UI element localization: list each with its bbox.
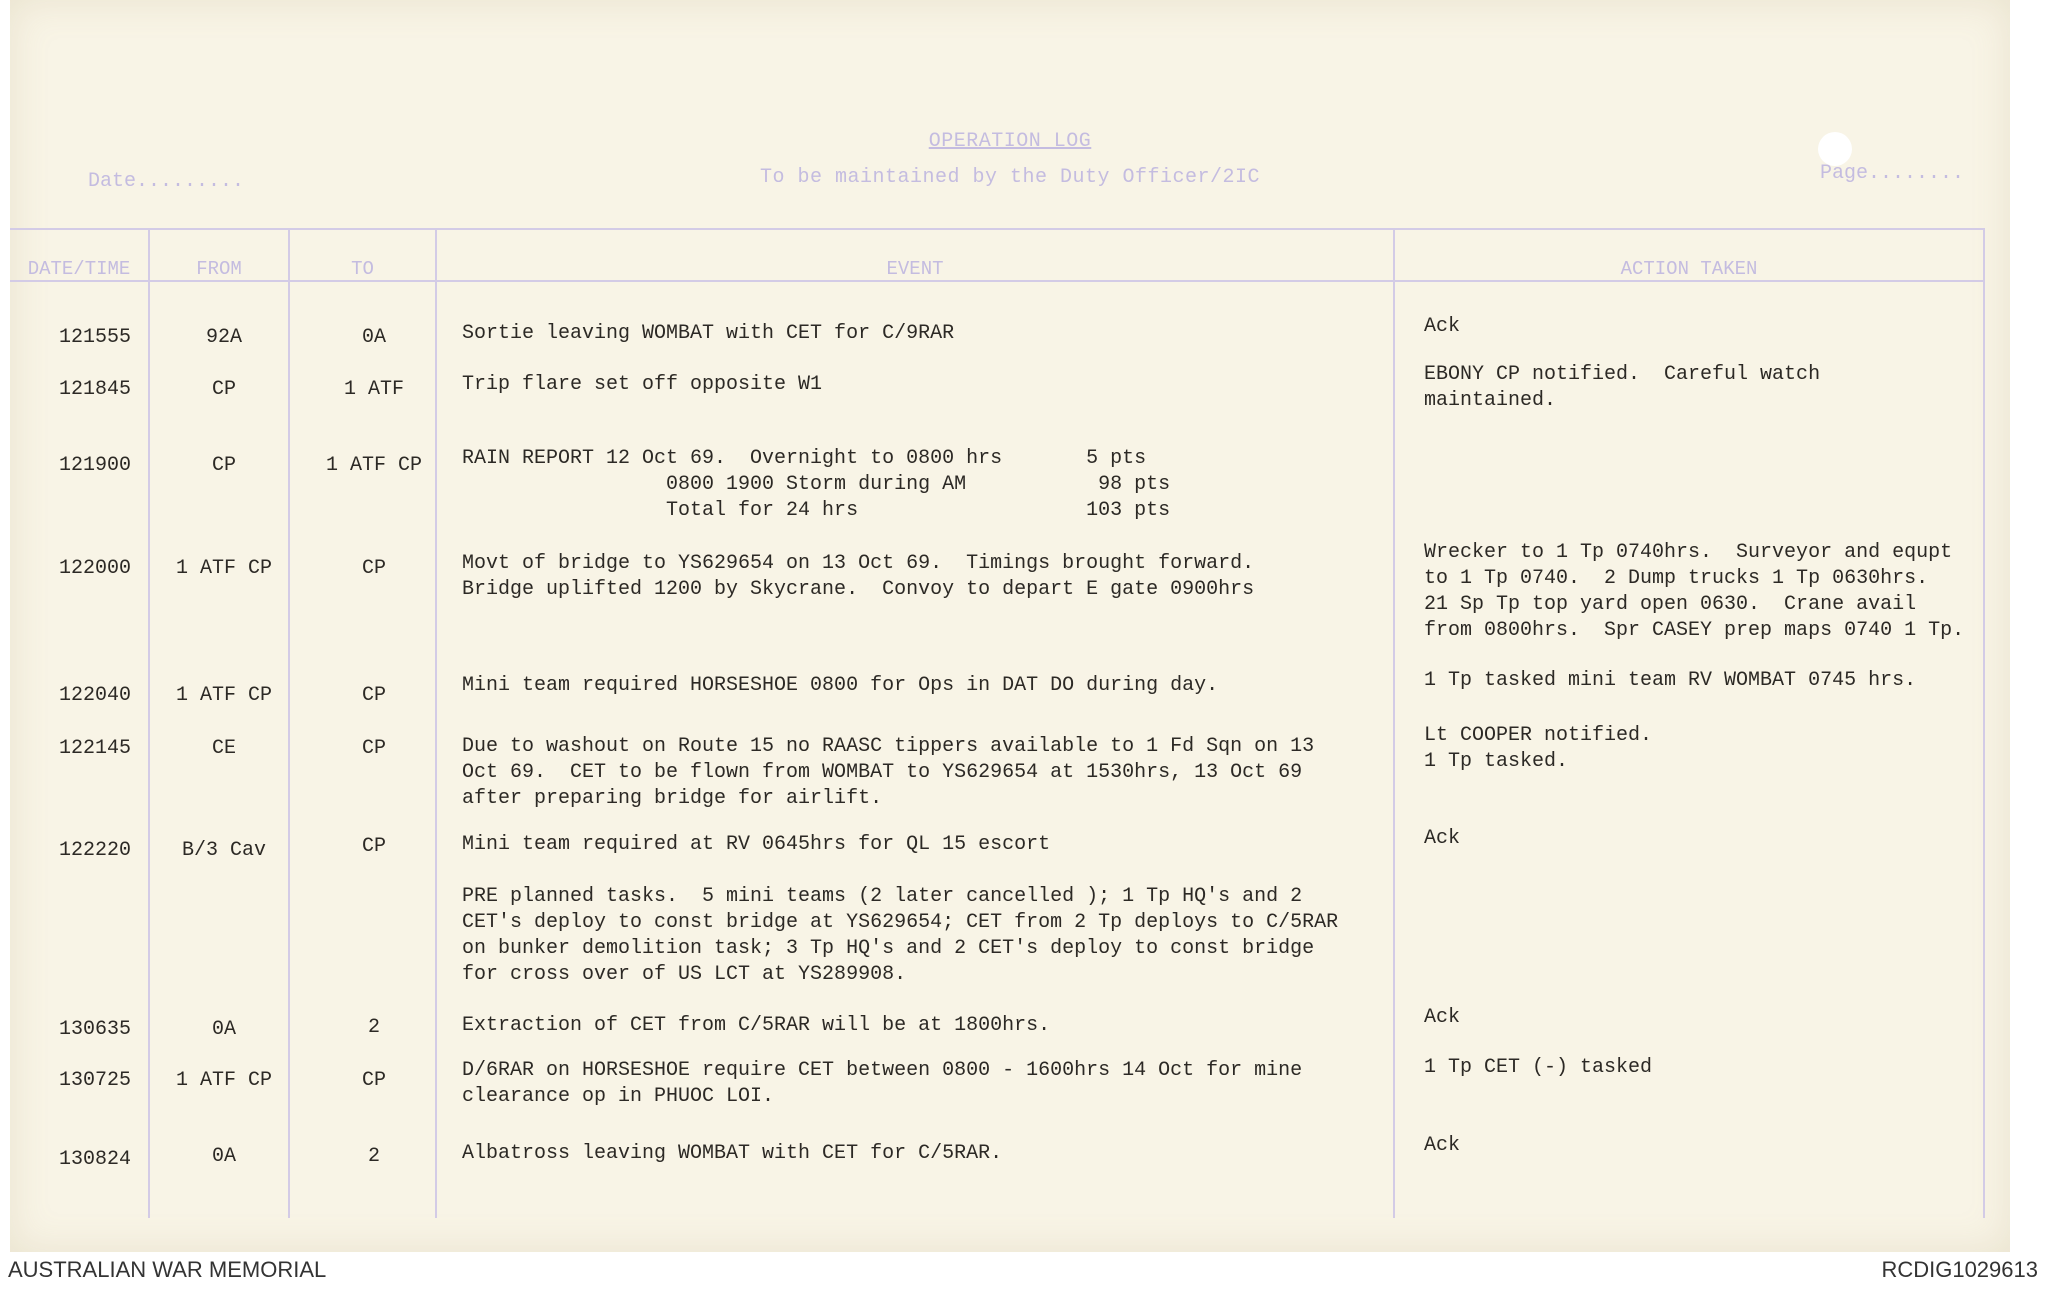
entry-from: 92A [205, 326, 242, 349]
entry-datetime: 122040 [58, 684, 131, 707]
entry-event: Mini team required at RV 0645hrs for QL 15 escort [462, 833, 1051, 856]
entry-to: CP [361, 557, 386, 580]
entry-datetime: 121900 [58, 454, 131, 477]
entry-datetime: 122220 [58, 839, 131, 862]
entry-datetime: 121845 [58, 378, 131, 401]
header-bottom-rule [10, 280, 1985, 282]
entry-event: Movt of bridge to YS629654 on 13 Oct 69. Timings brought forward. Bridge uplifted 1200 by Skycrane. Convoy to depart E gate 0900hrs [462, 552, 1255, 601]
entry-event: D/6RAR on HORSESHOE require CET between 0800 - 1600hrs 14 Oct for mine clearance op in PHUOC LOI. [462, 1059, 1303, 1108]
entry-from: 1 ATF CP [175, 1069, 272, 1092]
entry-from: CP [211, 454, 236, 477]
entry-event: PRE planned tasks. 5 mini teams (2 later cancelled ); 1 Tp HQ's and 2 CET's deploy to const bridge at YS629654; CET from 2 Tp deploys to C/5RAR on bunker demolition task; 3 Tp HQ's and 2 CET's deploy to const bridge for cross over of US LCT at YS289908. [462, 885, 1339, 986]
entry-to: CP [361, 737, 386, 760]
entry-action: 1 Tp tasked mini team RV WOMBAT 0745 hrs. [1424, 669, 1917, 692]
entry-to: CP [361, 684, 386, 707]
entry-from: CE [211, 737, 236, 760]
date-label: Date......... [88, 170, 245, 193]
column-rule [1393, 228, 1395, 1218]
log-sheet [10, 0, 2010, 1252]
archive-credit: AUSTRALIAN WAR MEMORIAL [8, 1257, 327, 1282]
col-header-event: EVENT [886, 258, 944, 280]
entry-action: Ack [1424, 315, 1461, 338]
entry-to: 0A [361, 326, 386, 349]
entry-to: 1 ATF CP [325, 454, 422, 477]
entry-datetime: 130725 [58, 1069, 131, 1092]
entry-to: CP [361, 835, 386, 858]
entry-action: EBONY CP notified. Careful watch maintained. [1424, 363, 1821, 412]
entry-event: Extraction of CET from C/5RAR will be at 1800hrs. [462, 1014, 1051, 1037]
entry-event: Mini team required HORSESHOE 0800 for Ops in DAT DO during day. [462, 674, 1219, 697]
entry-to: CP [361, 1069, 386, 1092]
document-id: RCDIG1029613 [1881, 1257, 2038, 1282]
entry-action: 1 Tp CET (-) tasked [1424, 1056, 1653, 1079]
entry-from: B/3 Cav [181, 839, 266, 862]
col-header-to: TO [351, 258, 374, 280]
column-rule [1983, 228, 1985, 1218]
entry-event: Trip flare set off opposite W1 [462, 373, 823, 396]
entry-datetime: 130824 [58, 1148, 131, 1171]
entry-datetime: 122000 [58, 557, 131, 580]
entry-event: Sortie leaving WOMBAT with CET for C/9RAR [462, 322, 955, 345]
entry-from: CP [211, 378, 236, 401]
entry-action: Wrecker to 1 Tp 0740hrs. Surveyor and equpt to 1 Tp 0740. 2 Dump trucks 1 Tp 0630hrs. 21 Sp Tp top yard open 0630. Crane avail from 0800hrs. Spr CASEY prep maps 0740 1 Tp. [1424, 541, 1965, 642]
log-title: OPERATION LOG [928, 130, 1092, 153]
entry-action: Lt COOPER notified. 1 Tp tasked. [1424, 724, 1653, 773]
entry-to: 1 ATF [343, 378, 404, 401]
entry-datetime: 122145 [58, 737, 131, 760]
entry-event: Due to washout on Route 15 no RAASC tippers available to 1 Fd Sqn on 13 Oct 69. CET to be flown from WOMBAT to YS629654 at 1530hrs, 13 Oct 69 after preparing bridge for airlift. [462, 735, 1315, 810]
entry-datetime: 130635 [58, 1018, 131, 1041]
entry-action: Ack [1424, 1006, 1461, 1029]
entry-to: 2 [367, 1145, 380, 1168]
entry-datetime: 121555 [58, 326, 131, 349]
entry-to: 2 [367, 1016, 380, 1039]
log-subtitle: To be maintained by the Duty Officer/2IC [759, 166, 1261, 189]
entry-from: 1 ATF CP [175, 684, 272, 707]
col-header-from: FROM [196, 258, 242, 280]
page-label: Page........ [1820, 162, 1965, 185]
entry-from: 0A [211, 1145, 236, 1168]
entry-action: Ack [1424, 1134, 1461, 1157]
entry-event: RAIN REPORT 12 Oct 69. Overnight to 0800 hrs 5 pts 0800 1900 Storm during AM 98 pts Total for 24 hrs 103 pts [462, 447, 1171, 522]
entry-from: 0A [211, 1018, 236, 1041]
col-header-action: ACTION TAKEN [1620, 258, 1758, 280]
entry-from: 1 ATF CP [175, 557, 272, 580]
table-top-rule [10, 228, 1985, 230]
entry-event: Albatross leaving WOMBAT with CET for C/5RAR. [462, 1142, 1003, 1165]
col-header-datetime: DATE/TIME [27, 258, 131, 280]
entry-action: Ack [1424, 827, 1461, 850]
